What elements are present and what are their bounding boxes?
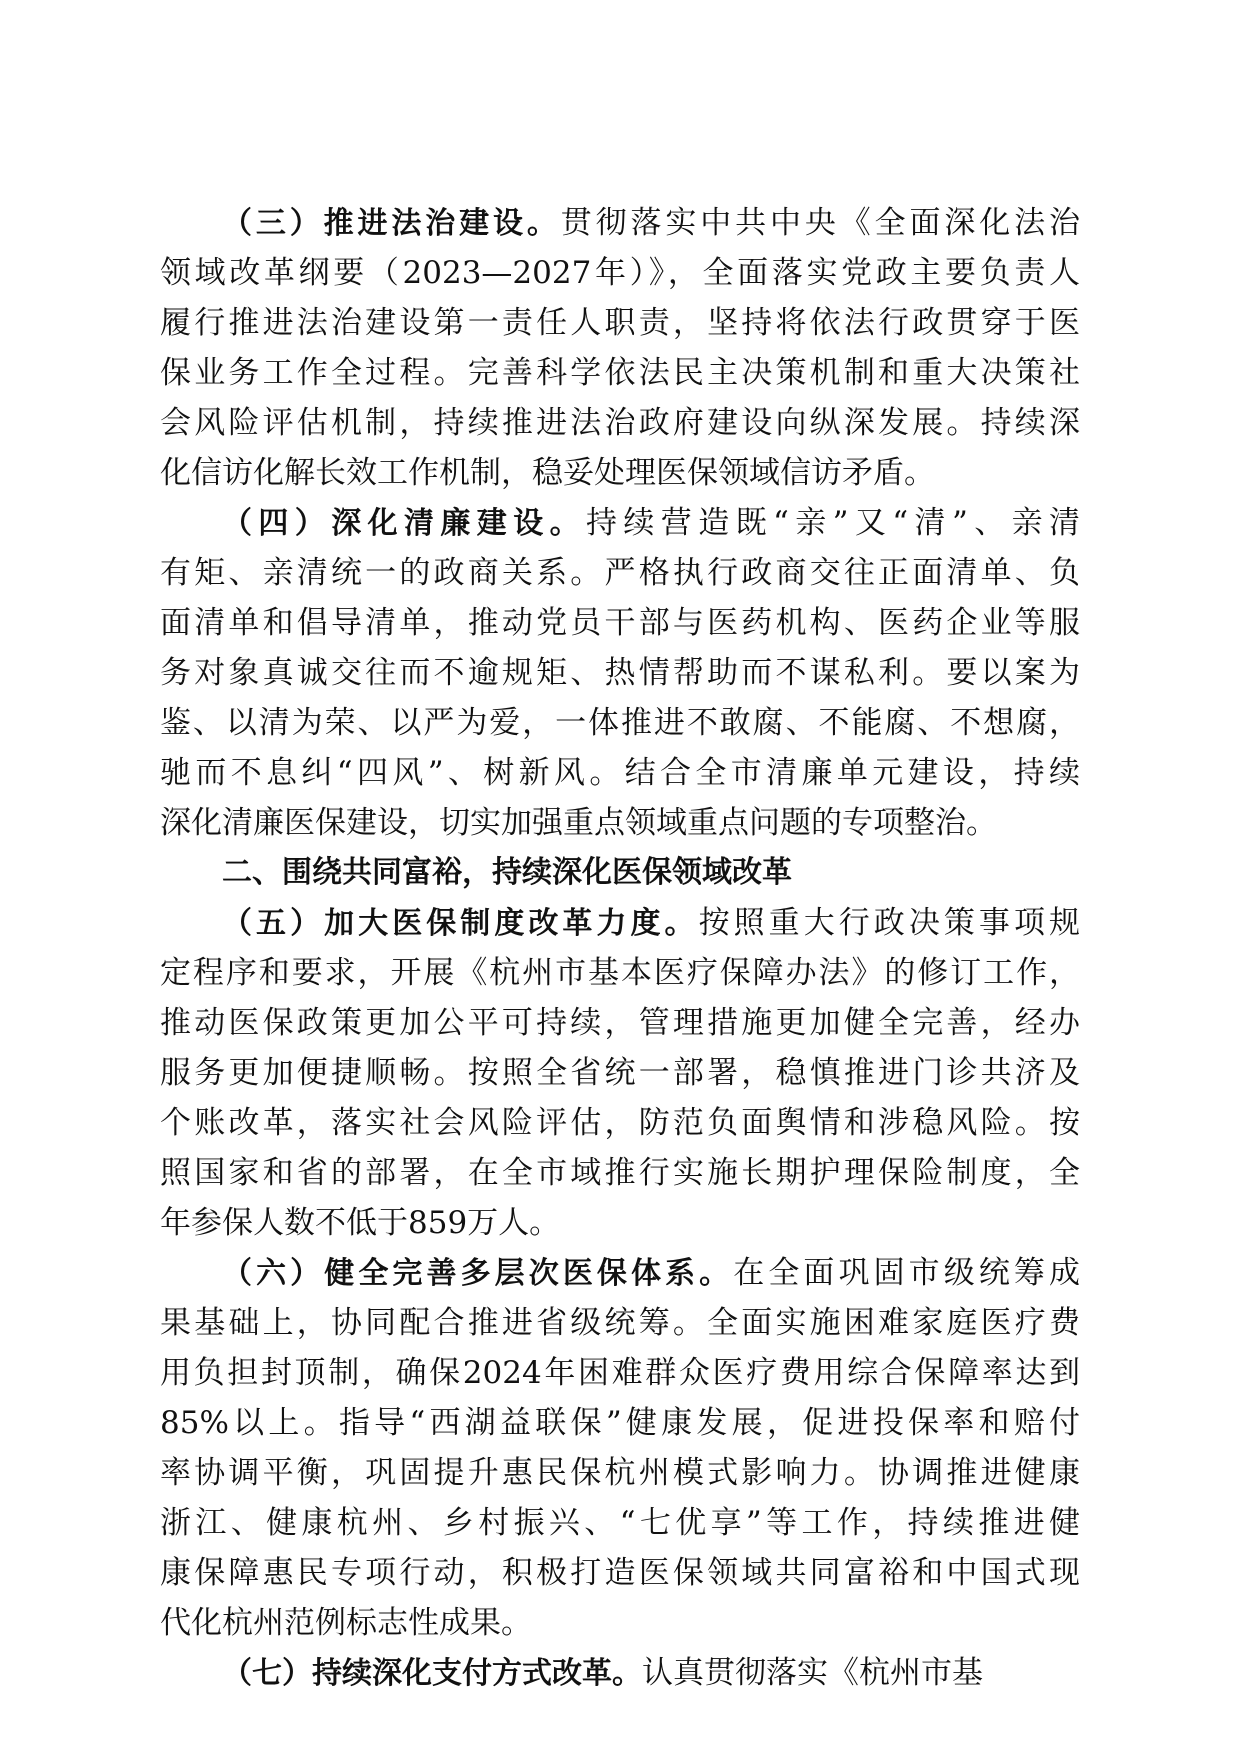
paragraph-5-line-1: [160, 898, 1080, 948]
paragraph-5-line-5: 个账改革，落实社会风险评估，防范负面舆情和涉稳风险。按: [160, 1105, 1080, 1141]
paragraph-4-line-4: 务对象真诚交往而不逾规矩、热情帮助而不谋私利。要以案为: [160, 655, 1080, 691]
paragraph-4-line-6: 驰而不息纠“四风”、树新风。结合全市清廉单元建设，持续: [160, 755, 1080, 791]
paragraph-6-line-1: [160, 1248, 1080, 1298]
paragraph-4-line-3: 面清单和倡导清单，推动党员干部与医药机构、医药企业等服: [160, 605, 1080, 641]
paragraph-4-line-1: [160, 498, 1080, 548]
document-body: [160, 198, 1080, 1698]
paragraph-3-line-4: 保业务工作全过程。完善科学依法民主决策机制和重大决策社: [160, 355, 1080, 391]
paragraph-6-heading: （六）健全完善多层次医保体系。: [222, 1256, 734, 1291]
paragraph-6-line-8: 代化杭州范例标志性成果。: [160, 1605, 532, 1641]
paragraph-4-heading: （四）深化清廉建设。: [222, 506, 586, 541]
paragraph-4-line-5: 鉴、以清为荣、以严为爱，一体推进不敢腐、不能腐、不想腐，: [160, 705, 1080, 741]
paragraph-3-line-1: [160, 198, 1080, 248]
paragraph-6-text: 在全面巩固市级统筹成: [733, 1255, 1080, 1291]
paragraph-3-line-5: 会风险评估机制，持续推进法治政府建设向纵深发展。持续深: [160, 405, 1080, 441]
paragraph-3-heading: （三）推进法治建设。: [222, 206, 561, 241]
paragraph-7-line-1: [160, 1648, 1080, 1698]
paragraph-5-line-7: 年参保人数不低于859万人。: [160, 1205, 561, 1241]
paragraph-6-line-4: 85%以上。指导“西湖益联保”健康发展，促进投保率和赔付: [160, 1405, 1080, 1441]
paragraph-5-line-2: 定程序和要求，开展《杭州市基本医疗保障办法》的修订工作，: [160, 955, 1080, 991]
paragraph-5-line-4: 服务更加便捷顺畅。按照全省统一部署，稳慎推进门诊共济及: [160, 1055, 1080, 1091]
paragraph-7-heading: （七）持续深化支付方式改革。: [222, 1656, 642, 1691]
paragraph-6-line-5: 率协调平衡，巩固提升惠民保杭州模式影响力。协调推进健康: [160, 1455, 1080, 1491]
paragraph-3-text: 贯彻落实中共中央《全面深化法治: [560, 205, 1080, 241]
paragraph-3-line-3: 履行推进法治建设第一责任人职责，坚持将依法行政贯穿于医: [160, 305, 1080, 341]
paragraph-7-text: 认真贯彻落实《杭州市基: [642, 1655, 983, 1691]
paragraph-6-line-2: 果基础上，协同配合推进省级统筹。全面实施困难家庭医疗费: [160, 1305, 1080, 1341]
paragraph-5-text: 按照重大行政决策事项规: [698, 905, 1081, 941]
paragraph-6-line-7: 康保障惠民专项行动，积极打造医保领域共同富裕和中国式现: [160, 1555, 1080, 1591]
paragraph-3-line-6: 化信访化解长效工作机制，稳妥处理医保领域信访矛盾。: [160, 455, 935, 491]
paragraph-5-line-6: 照国家和省的部署，在全市域推行实施长期护理保险制度，全: [160, 1155, 1080, 1191]
paragraph-6-line-3: 用负担封顶制，确保2024年困难群众医疗费用综合保障率达到: [160, 1355, 1080, 1391]
paragraph-4-text: 持续营造既“亲”又“清”、亲清: [586, 505, 1080, 541]
section-2-heading: 二、围绕共同富裕，持续深化医保领域改革: [222, 855, 792, 890]
paragraph-6-line-6: 浙江、健康杭州、乡村振兴、“七优享”等工作，持续推进健: [160, 1505, 1080, 1541]
paragraph-5-line-3: 推动医保政策更加公平可持续，管理措施更加健全完善，经办: [160, 1005, 1080, 1041]
paragraph-3-line-2: 领域改革纲要（2023—2027年）》，全面落实党政主要负责人: [160, 255, 1080, 291]
paragraph-4-line-2: 有矩、亲清统一的政商关系。严格执行政商交往正面清单、负: [160, 555, 1080, 591]
paragraph-5-heading: （五）加大医保制度改革力度。: [222, 906, 699, 941]
paragraph-4-line-7: 深化清廉医保建设，切实加强重点领域重点问题的专项整治。: [160, 805, 997, 841]
